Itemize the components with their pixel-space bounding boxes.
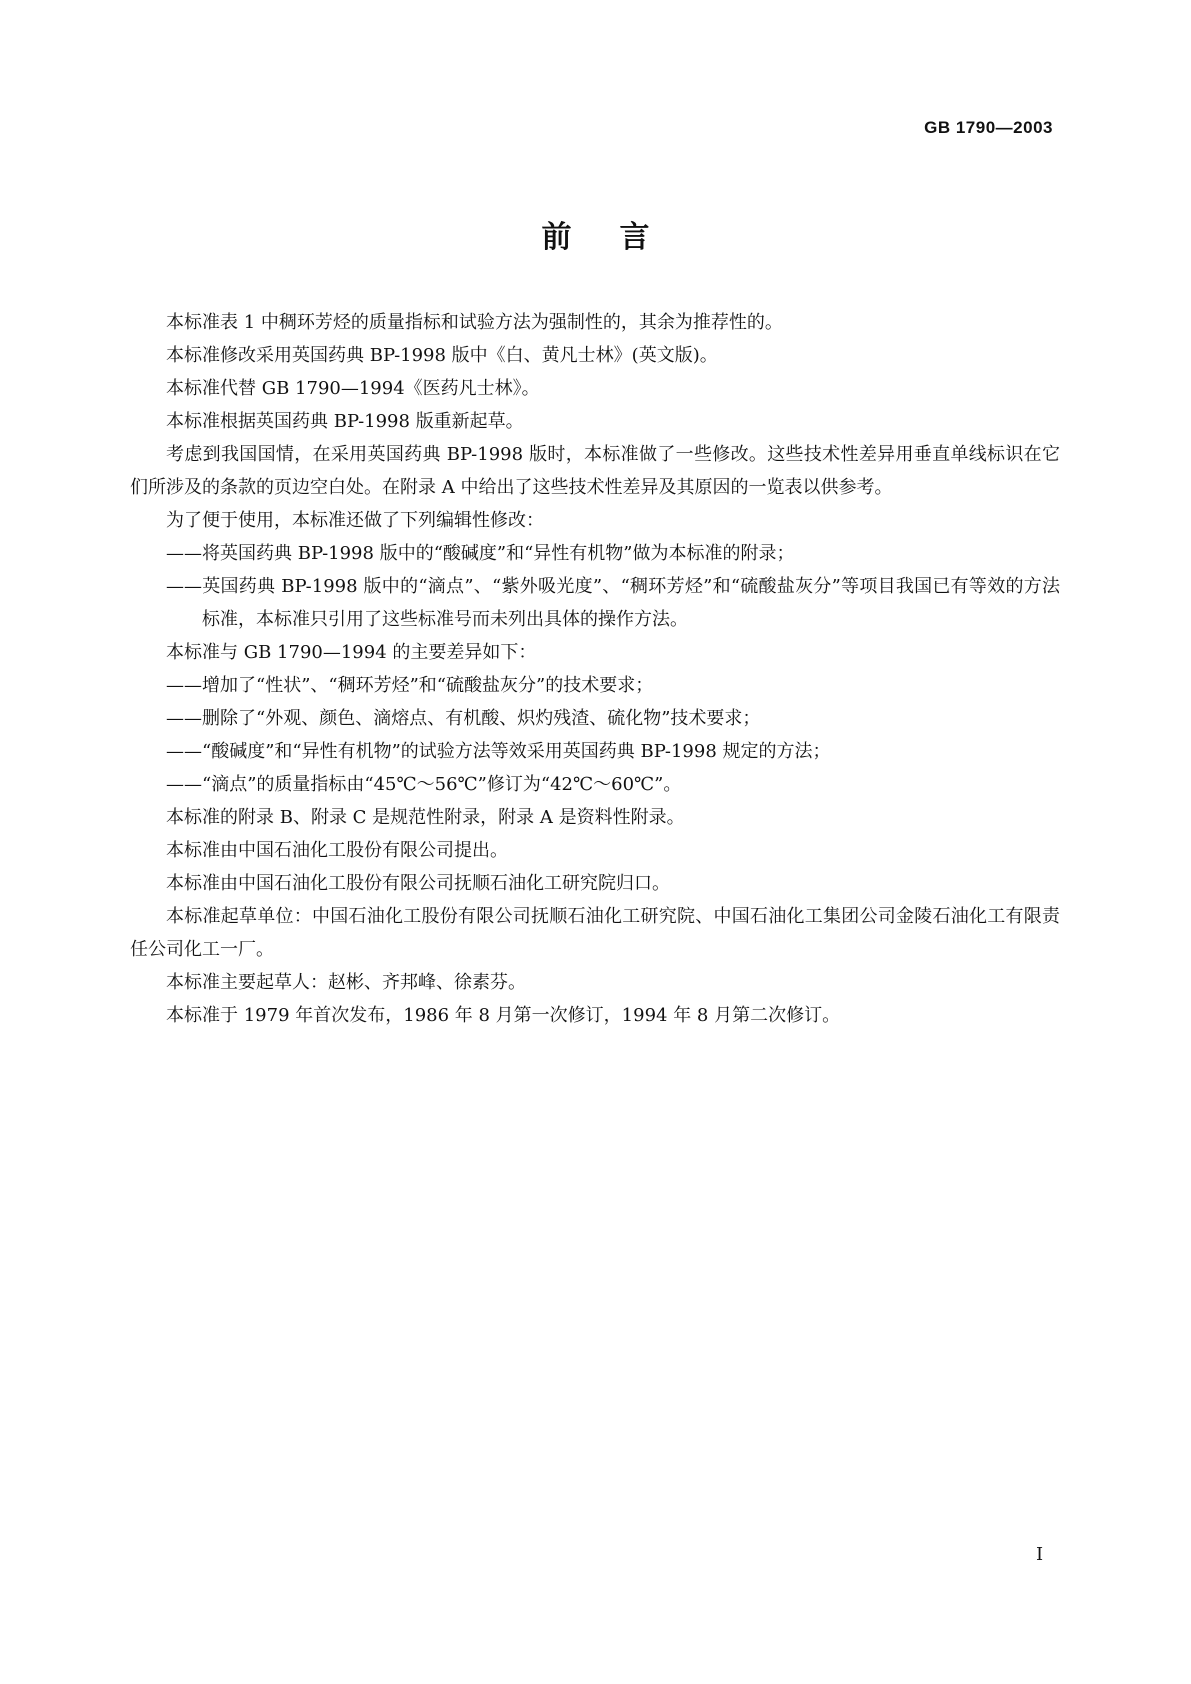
page-number: I — [1036, 1544, 1044, 1565]
paragraph: 为了便于使用，本标准还做了下列编辑性修改： — [166, 510, 544, 531]
paragraph: 本标准主要起草人：赵彬、齐邦峰、徐素芬。 — [166, 972, 526, 993]
paragraph: 本标准根据英国药典 BP-1998 版重新起草。 — [166, 411, 524, 432]
list-item: ——删除了“外观、颜色、滴熔点、有机酸、炽灼残渣、硫化物”技术要求； — [166, 708, 761, 729]
list-item: ——英国药典 BP-1998 版中的“滴点”、“紫外吸光度”、“稠环芳烃”和“硫酸盐灰分”等项目我国已有等效的方法标准，本标准只引用了这些标准号而未列出具体的操作方法。 — [166, 576, 1060, 630]
paragraph: 考虑到我国国情，在采用英国药典 BP-1998 版时，本标准做了一些修改。这些技术性差异用垂直单线标识在它们所涉及的条款的页边空白处。在附录 A 中给出了这些技术性差异及其原因的一览表以供参考。 — [130, 444, 1060, 498]
standard-number: GB 1790—2003 — [924, 118, 1053, 137]
paragraph: 本标准起草单位：中国石油化工股份有限公司抚顺石油化工研究院、中国石油化工集团公司金陵石油化工有限责任公司化工一厂。 — [130, 906, 1060, 960]
list-item: ——“滴点”的质量指标由“45℃～56℃”修订为“42℃～60℃”。 — [166, 774, 682, 795]
paragraph: 本标准代替 GB 1790—1994《医药凡士林》。 — [166, 378, 540, 399]
paragraph: 本标准由中国石油化工股份有限公司抚顺石油化工研究院归口。 — [166, 873, 670, 894]
foreword-body — [130, 306, 1060, 1032]
page-title: 前言 — [541, 220, 698, 255]
paragraph: 本标准表 1 中稠环芳烃的质量指标和试验方法为强制性的，其余为推荐性的。 — [166, 312, 783, 333]
paragraph: 本标准于 1979 年首次发布，1986 年 8 月第一次修订，1994 年 8 月第二次修订。 — [166, 1005, 841, 1026]
list-item: ——将英国药典 BP-1998 版中的“酸碱度”和“异性有机物”做为本标准的附录； — [166, 543, 795, 564]
paragraph: 本标准与 GB 1790—1994 的主要差异如下： — [166, 642, 537, 663]
list-item: ——增加了“性状”、“稠环芳烃”和“硫酸盐灰分”的技术要求； — [166, 675, 654, 696]
list-item: ——“酸碱度”和“异性有机物”的试验方法等效采用英国药典 BP-1998 规定的方法； — [166, 741, 831, 762]
paragraph: 本标准修改采用英国药典 BP-1998 版中《白、黄凡士林》(英文版)。 — [166, 345, 718, 366]
paragraph: 本标准的附录 B、附录 C 是规范性附录，附录 A 是资料性附录。 — [166, 807, 685, 828]
paragraph: 本标准由中国石油化工股份有限公司提出。 — [166, 840, 508, 861]
